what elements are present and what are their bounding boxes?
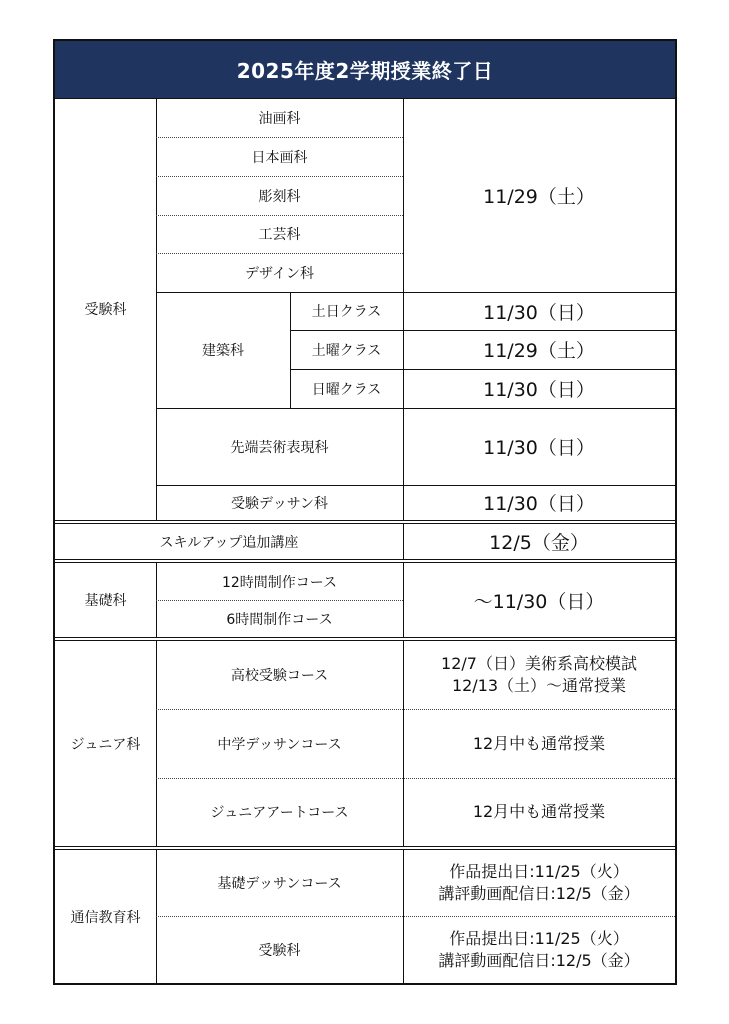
- subject-chokoku: 彫刻科: [258, 188, 301, 205]
- junior-date-art: 12月中も通常授業: [472, 802, 606, 822]
- subject-divider: [156, 176, 403, 177]
- subject-divider: [156, 137, 403, 138]
- row-divider: [290, 330, 675, 331]
- tsushin-date-kiso-line1: 作品提出日:11/25（火）: [449, 862, 629, 882]
- tsushin-date-juken-line2: 講評動画配信日:12/5（金）: [438, 950, 640, 970]
- page-title: 2025年度2学期授業終了日: [55, 41, 675, 98]
- schedule-table: [53, 39, 677, 985]
- dessin-date: 11/30（日）: [483, 493, 595, 515]
- section-label-tsushin: 通信教育科: [70, 909, 141, 926]
- section-separator: [55, 520, 675, 524]
- junior-date-koko-line1: 12/7（日）美術系高校模試: [441, 654, 637, 674]
- kenchiku-class-nichiyo: 日曜クラス: [311, 381, 382, 398]
- junior-divider-v2: [403, 641, 404, 846]
- kiso-course-divider: [156, 600, 403, 601]
- skillup-divider-v: [403, 524, 404, 559]
- section-separator: [55, 559, 675, 563]
- junior-date-koko-line2: 12/13（土）～通常授業: [451, 676, 627, 695]
- section-label-kiso: 基礎科: [84, 593, 127, 609]
- kenchiku-date-donichi: 11/30（日）: [483, 301, 595, 324]
- kiso-course-6h: 6時間制作コース: [226, 611, 333, 628]
- junior-row-divider: [156, 778, 675, 779]
- section-separator: [55, 637, 675, 641]
- title-divider: [55, 98, 675, 99]
- tsushin-date-juken-line1: 作品提出日:11/25（火）: [449, 928, 629, 948]
- tsushin-row-divider: [156, 916, 675, 917]
- junior-course-chugaku: 中学デッサンコース: [217, 736, 342, 753]
- tsushin-date-kiso: [403, 850, 675, 916]
- subject-abura: 油画科: [258, 110, 301, 127]
- tsushin-course-juken: 受験科: [258, 942, 301, 959]
- kiso-divider-v2: [403, 563, 404, 637]
- subject-divider: [156, 215, 403, 216]
- row-divider: [156, 408, 675, 409]
- kiso-course-12h: 12時間制作コース: [221, 574, 338, 591]
- kenchiku-class-donichi: 土日クラス: [311, 304, 382, 320]
- kenchiku-label: 建築科: [202, 343, 244, 359]
- section-label-juken: 受験科: [84, 302, 127, 318]
- skillup-label: スキルアップ追加講座: [159, 534, 299, 551]
- tsushin-course-kiso: 基礎デッサンコース: [217, 876, 342, 892]
- kiso-date: ～11/30（日）: [473, 590, 605, 613]
- subject-kogei: 工芸科: [258, 227, 301, 243]
- row-divider: [156, 292, 675, 293]
- dessin-label: 受験デッサン科: [230, 495, 329, 512]
- skillup-date: 12/5（金）: [489, 532, 589, 554]
- subject-divider: [156, 253, 403, 254]
- junior-divider-v1: [156, 641, 157, 846]
- sentan-label: 先端芸術表現科: [230, 439, 329, 456]
- kenchiku-date-nichiyo: 11/30（日）: [483, 379, 595, 401]
- kenchiku-date-doyo: 11/29（土）: [483, 340, 595, 362]
- row-divider: [290, 369, 675, 370]
- junior-row-divider: [156, 709, 675, 710]
- kenchiku-divider-v: [290, 292, 291, 408]
- kenchiku-class-doyo: 土曜クラス: [311, 342, 382, 359]
- row-divider: [156, 485, 675, 486]
- tsushin-date-juken: [403, 916, 675, 983]
- junior-course-art: ジュニアアートコース: [210, 805, 349, 821]
- tsushin-date-kiso-line2: 講評動画配信日:12/5（金）: [438, 884, 640, 903]
- junior-date-koko: [403, 641, 675, 709]
- subjects-end-date: 11/29（土）: [483, 185, 595, 208]
- junior-course-koko: 高校受験コース: [230, 668, 329, 684]
- juken-divider-v1: [156, 98, 157, 520]
- section-separator: [55, 846, 675, 850]
- junior-date-chugaku: 12月中も通常授業: [472, 733, 606, 753]
- subject-design: デザイン科: [244, 265, 315, 282]
- subject-nihonga: 日本画科: [251, 149, 308, 166]
- sentan-date: 11/30（日）: [483, 437, 595, 459]
- section-label-junior: ジュニア科: [70, 736, 141, 753]
- juken-divider-v2: [403, 98, 404, 520]
